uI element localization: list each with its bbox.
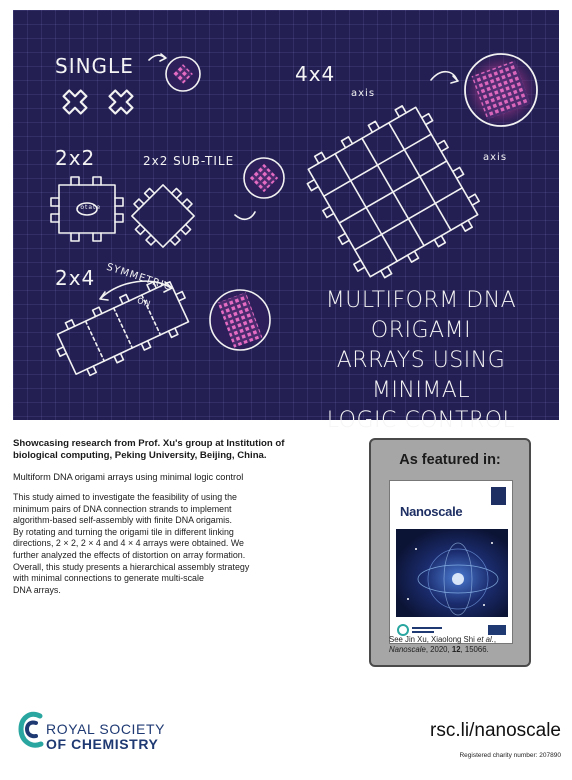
abstract <box>13 492 303 596</box>
banner-title-line: MULTIFORM DNA ORIGAMI <box>325 288 517 343</box>
label-single: SINGLE <box>55 54 134 78</box>
citation-etal: et al. <box>477 635 494 644</box>
citation-volume: 12 <box>451 645 461 654</box>
citation-caption <box>389 635 529 655</box>
banner-title-line: LOGIC CONTROL <box>326 408 516 433</box>
article-title: Multiform DNA origami arrays using minimal logic control <box>13 472 244 482</box>
citation-pages: , 15066. <box>460 645 489 654</box>
label-2x4: 2x4 <box>55 266 96 290</box>
abstract-line: with minimal connections to generate multi-scale <box>13 573 204 584</box>
two-by-two-subtile <box>122 175 204 257</box>
abstract-line: further analyzed the effects of distortion on array formation. <box>13 549 246 560</box>
four-by-four-micrograph <box>465 54 537 126</box>
abstract-line: DNA arrays. <box>13 584 61 595</box>
cover-art <box>396 529 508 617</box>
citation-year: , 2020, <box>425 645 452 654</box>
label-4x4: 4x4 <box>295 62 336 86</box>
citation-journal: Nanoscale <box>389 645 426 654</box>
rsc-wordmark-line1: ROYAL SOCIETY <box>46 721 166 737</box>
featured-heading: As featured in: <box>399 452 501 468</box>
journal-url[interactable]: rsc.li/nanoscale <box>430 720 561 741</box>
label-2x2: 2x2 <box>55 146 96 170</box>
citation-authors: See Jin Xu, Xiaolong Shi <box>389 635 477 644</box>
abstract-line: algorithm-based self-assembly with finite DNA origamis. <box>13 515 232 526</box>
rsc-wordmark-line2: OF CHEMISTRY <box>46 736 159 752</box>
two-by-four-micrograph <box>210 290 270 350</box>
charity-number: Registered charity number: 207890 <box>459 752 561 759</box>
subtile-micrograph <box>244 158 284 198</box>
arrow-icon <box>235 212 255 219</box>
cover-badge <box>491 487 506 505</box>
abstract-line: Overall, this study presents a hierarchical assembly strategy <box>13 561 250 572</box>
banner-title-line: ARRAYS USING MINIMAL <box>336 348 506 403</box>
cover-image <box>396 529 508 617</box>
cover-banner <box>13 10 559 433</box>
single-micrograph <box>166 57 200 91</box>
showcase-intro: Showcasing research from Prof. Xu's group at Institution of biological computing, Peking University, Beijing, China. <box>13 438 285 461</box>
label-axis-right: axis <box>483 152 508 163</box>
label-axis-top: axis <box>351 88 376 99</box>
label-rotate: rotate <box>77 204 102 211</box>
rsc-logo-icon <box>18 710 44 750</box>
single-tiles <box>58 85 138 119</box>
label-2x2-subtile: 2x2 SUB-TILE <box>143 154 235 168</box>
featured-panel <box>369 438 531 667</box>
rsc-wordmark <box>46 722 165 752</box>
abstract-line: directions, 2 × 2, 2 × 4 and 4 × 4 arrays were obtained. We <box>13 538 244 549</box>
citation-comma: , <box>493 635 497 644</box>
journal-cover[interactable] <box>389 480 513 644</box>
abstract-line: minimum pairs of DNA connection strands to implement <box>13 503 232 514</box>
journal-title: Nanoscale <box>400 504 463 519</box>
banner-title <box>295 286 547 436</box>
article-summary <box>13 438 303 596</box>
label-on: ON <box>135 296 153 309</box>
abstract-line: By rotating and turning the origami tile in different linking <box>13 526 234 537</box>
abstract-line: This study aimed to investigate the feasibility of using the <box>13 492 237 502</box>
four-by-four-array <box>297 96 488 287</box>
label-symmetric: SYMMETRIC <box>104 261 174 294</box>
